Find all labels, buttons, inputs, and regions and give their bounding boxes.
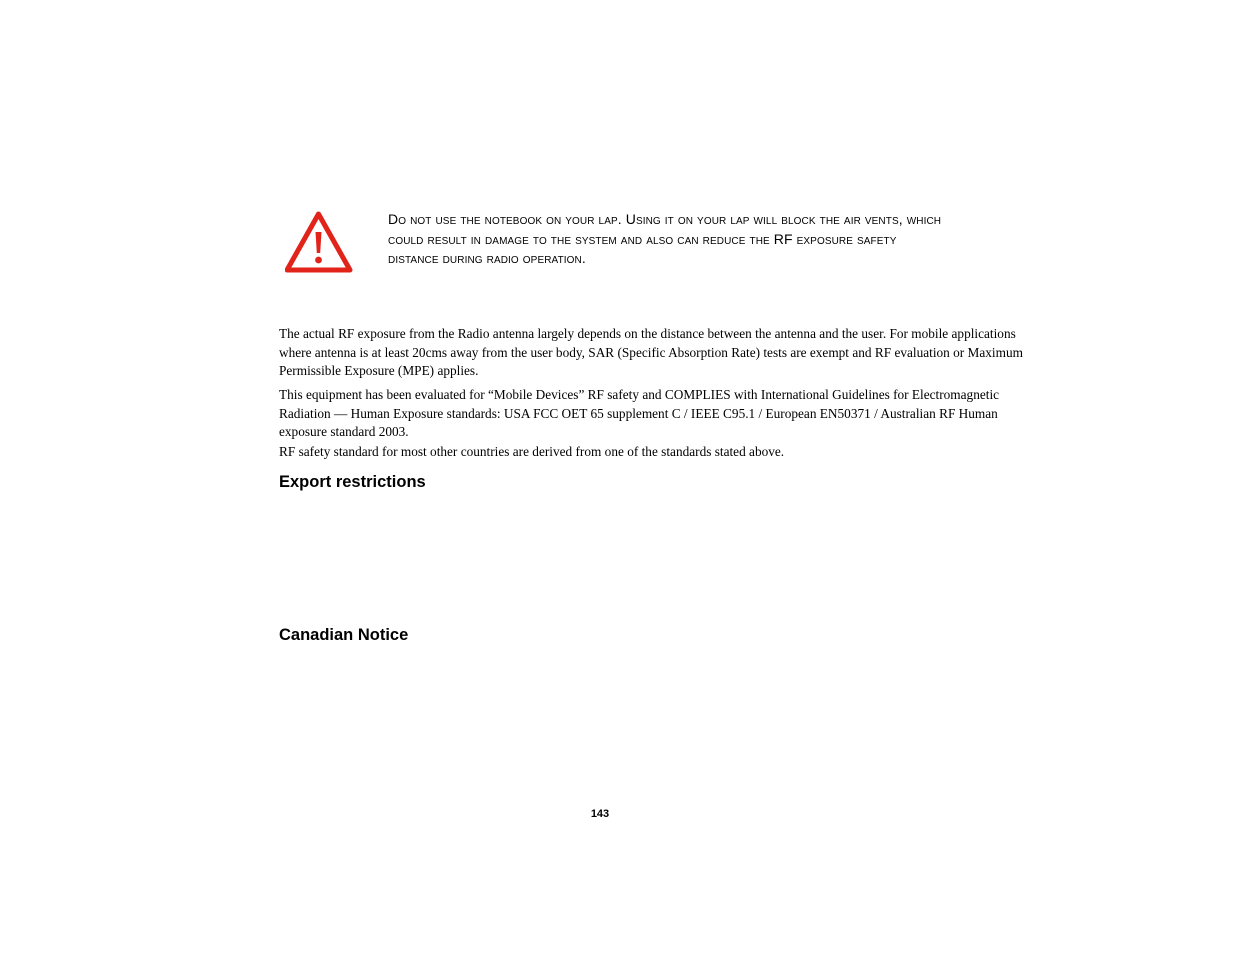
rf-standards-paragraph — [279, 443, 1069, 462]
paragraph-line: Radiation — Human Exposure standards: USA FCC OET 65 supplement C / IEEE C95.1 / European EN50371 / Australian RF Human — [279, 405, 998, 421]
paragraph-line: The actual RF exposure from the Radio antenna largely depends on the distance between the antenna and the user. For mobile applications — [279, 326, 1016, 341]
mobile-devices-paragraph — [279, 386, 1069, 442]
warning-line: Do not use the notebook on your lap. Using it on your lap will block the air vents, which — [388, 211, 942, 227]
paragraph-line: exposure standard 2003. — [279, 424, 409, 439]
warning-line: distance during radio operation. — [388, 250, 586, 266]
warning-line: could result in damage to the system and also can reduce the RF exposure safety — [388, 230, 897, 247]
rf-exposure-paragraph — [279, 325, 1069, 381]
page-number: 143 — [590, 808, 610, 820]
warning-message — [388, 210, 1078, 269]
paragraph-line: where antenna is at least 20cms away from the user body, SAR (Specific Absorption Rate) tests are exempt and RF evaluation or Maximum — [279, 344, 1023, 360]
canadian-notice-heading: Canadian Notice — [279, 626, 409, 644]
export-restrictions-heading: Export restrictions — [279, 473, 426, 491]
warning-triangle-icon — [285, 210, 355, 274]
paragraph-line: This equipment has been evaluated for “Mobile Devices” RF safety and COMPLIES with International Guidelines for Electromagnetic — [279, 387, 1000, 402]
paragraph-line: RF safety standard for most other countries are derived from one of the standards stated above. — [279, 444, 785, 459]
paragraph-line: Permissible Exposure (MPE) applies. — [279, 363, 479, 378]
